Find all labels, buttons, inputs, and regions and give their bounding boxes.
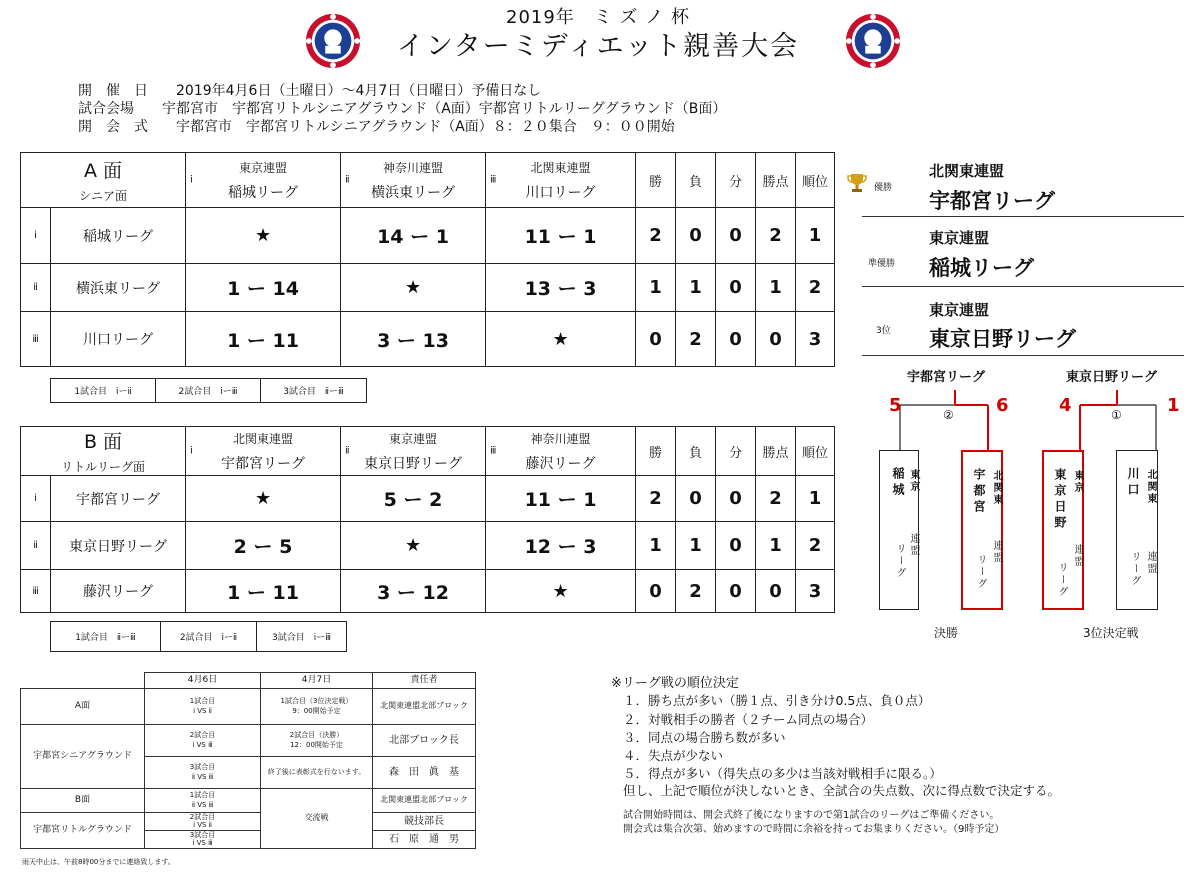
score-cell: 12 ー 3 — [486, 522, 636, 570]
losses: 1 — [676, 522, 716, 570]
table-row — [21, 476, 835, 522]
league-table-b — [20, 426, 835, 613]
face-header: B 面 リトルリーグ面 — [21, 427, 186, 476]
third-label: 3位 — [876, 326, 891, 336]
b-responsible-title: 競技部長 — [373, 813, 476, 831]
row-team: 宇都宮リーグ — [51, 476, 186, 522]
stat-header: 順位 — [796, 427, 835, 476]
a-responsible-org: 北関東連盟北部ブロック — [373, 689, 476, 725]
losses: 0 — [676, 208, 716, 264]
col-header: ⅲ 神奈川連盟 藤沢リーグ — [486, 427, 636, 476]
second-team: 稲城リーグ — [929, 256, 1034, 280]
rank: 1 — [796, 476, 835, 522]
wins: 2 — [636, 208, 676, 264]
points: 2 — [756, 208, 796, 264]
row-team: 稲城リーグ — [51, 208, 186, 264]
row-num: ⅲ — [21, 312, 51, 367]
score-cell: 3 ー 13 — [341, 312, 486, 367]
stat-header: 順位 — [796, 153, 835, 208]
info-ceremony: 開 会 式 宇都宮市 宇都宮リトルシニアグラウンド（A面）８：２０集合 ９：００開始 — [78, 119, 675, 135]
first-union: 北関東連盟 — [929, 162, 1005, 180]
game-order-item: 3試合目 ⅱーⅲ — [261, 379, 367, 403]
league-table-a — [20, 152, 835, 367]
trophy-icon — [847, 172, 867, 194]
stat-header: 分 — [716, 153, 756, 208]
final-score-right: 6 — [996, 395, 1009, 416]
schedule-header: 4月6日 — [145, 673, 261, 689]
stat-header: 負 — [676, 427, 716, 476]
page-title: インターミディエット親善大会 — [396, 31, 800, 62]
draws: 0 — [716, 312, 756, 367]
col-header: ⅰ 東京連盟 稲城リーグ — [186, 153, 341, 208]
table-row — [21, 570, 835, 613]
schedule-header: 4月7日 — [261, 673, 373, 689]
score-cell: 1 ー 14 — [186, 264, 341, 312]
b-day1-game3: 3試合目 ⅰ VS ⅲ — [145, 831, 261, 849]
score-cell: ★ — [186, 208, 341, 264]
score-cell: ★ — [486, 312, 636, 367]
game-order-item: 1試合目 ⅱーⅲ — [51, 622, 161, 652]
face-b-label: B面 — [21, 789, 145, 813]
union-suffix: 連盟 — [908, 533, 919, 557]
draws: 0 — [716, 208, 756, 264]
face-b-ground: 宇都宮リトルグラウンド — [21, 813, 145, 849]
score-cell: 11 ー 1 — [486, 208, 636, 264]
a-day1-game3: 3試合目 ⅱ VS ⅲ — [145, 757, 261, 789]
wins: 1 — [636, 522, 676, 570]
team-name: 稲城 — [891, 467, 905, 499]
bracket-team-tokyohino — [1042, 450, 1084, 610]
score-cell: 14 ー 1 — [341, 208, 486, 264]
title-line1: 2019年 ミ ズ ノ 杯 — [506, 7, 690, 28]
row-num: ⅰ — [21, 476, 51, 522]
rank: 3 — [796, 570, 835, 613]
rules-heading: ※リーグ戦の順位決定 — [611, 676, 739, 691]
league-emblem-icon — [844, 12, 902, 70]
union-suffix: 連盟 — [991, 540, 1002, 564]
table-row — [21, 208, 835, 264]
rule-item: ５．得点が多い（得失点の多少は当該対戦相手に限る。） — [623, 766, 942, 781]
losses: 2 — [676, 570, 716, 613]
score-cell: 1 ー 11 — [186, 312, 341, 367]
b-responsible-person: 石 原 通 男 — [373, 831, 476, 849]
union-suffix: 連盟 — [1072, 544, 1083, 568]
b-day1-game2: 2試合目 ⅰ VS ⅱ — [145, 813, 261, 831]
union-name: 北関東 — [991, 470, 1002, 506]
third-score-right: 1 — [1167, 395, 1180, 416]
rank: 2 — [796, 522, 835, 570]
schedule-table — [20, 672, 476, 849]
union-suffix: 連盟 — [1145, 551, 1156, 575]
a-day2-ceremony: 終了後に表彰式を行ないます。 — [261, 757, 373, 789]
table-row — [21, 264, 835, 312]
first-team: 宇都宮リーグ — [929, 189, 1055, 213]
stat-header: 分 — [716, 427, 756, 476]
col-header: ⅱ 神奈川連盟 横浜東リーグ — [341, 153, 486, 208]
wins: 2 — [636, 476, 676, 522]
game-order-item: 2試合目 ⅰーⅲ — [156, 379, 261, 403]
b-day1-game1: 1試合目 ⅱ VS ⅲ — [145, 789, 261, 813]
rule-item: ２．対戦相手の勝者（２チーム同点の場合） — [623, 712, 874, 727]
row-team: 藤沢リーグ — [51, 570, 186, 613]
score-cell: ★ — [486, 570, 636, 613]
points: 1 — [756, 522, 796, 570]
final-winner: 宇都宮リーグ — [907, 370, 986, 385]
game-order-a — [50, 378, 367, 403]
team-suffix: リーグ — [975, 554, 986, 590]
note-small: 開会式は集合次第、始めますので時間に余裕を持ってお集まりください。（9時予定） — [623, 824, 1005, 835]
points: 0 — [756, 312, 796, 367]
third-union: 東京連盟 — [929, 301, 990, 319]
table-row — [21, 312, 835, 367]
final-label: 決勝 — [934, 626, 959, 640]
b-responsible-org: 北関東連盟北部ブロック — [373, 789, 476, 813]
team-suffix: リーグ — [1056, 562, 1067, 598]
third-team: 東京日野リーグ — [929, 327, 1076, 351]
score-cell: 3 ー 12 — [341, 570, 486, 613]
a-responsible-title: 北部ブロック長 — [373, 725, 476, 757]
rule-item: ４．失点が少ない — [623, 748, 724, 763]
points: 2 — [756, 476, 796, 522]
score-cell: 5 ー 2 — [341, 476, 486, 522]
team-name: 川口 — [1126, 467, 1140, 499]
score-cell: 11 ー 1 — [486, 476, 636, 522]
row-num: ⅲ — [21, 570, 51, 613]
third-place-label: 3位決定戦 — [1083, 626, 1139, 640]
rain-footnote: 雨天中止は、午前8時00分までに連絡致します。 — [22, 858, 175, 866]
score-cell: 1 ー 11 — [186, 570, 341, 613]
note-small: 試合開始時間は、開会式終了後になりますので第1試合のリーグはご準備ください。 — [623, 810, 1000, 821]
game-order-item: 3試合目 ⅰーⅲ — [257, 622, 347, 652]
rule-item: １．勝ち点が多い（勝１点、引き分け0.5点、負０点） — [623, 693, 931, 708]
losses: 2 — [676, 312, 716, 367]
row-team: 川口リーグ — [51, 312, 186, 367]
third-game-number: ① — [1111, 408, 1122, 422]
bracket-team-utsunomiya — [961, 450, 1003, 610]
rank: 1 — [796, 208, 835, 264]
union-name: 北関東 — [1145, 469, 1156, 505]
rank: 2 — [796, 264, 835, 312]
draws: 0 — [716, 476, 756, 522]
losses: 0 — [676, 476, 716, 522]
stat-header: 勝 — [636, 427, 676, 476]
wins: 0 — [636, 312, 676, 367]
wins: 1 — [636, 264, 676, 312]
losses: 1 — [676, 264, 716, 312]
score-cell: ★ — [341, 264, 486, 312]
row-team: 東京日野リーグ — [51, 522, 186, 570]
game-order-b — [50, 621, 347, 652]
score-cell: ★ — [341, 522, 486, 570]
game-order-item: 2試合目 ⅰーⅱ — [161, 622, 257, 652]
team-name: 東京日野 — [1053, 468, 1067, 532]
union-name: 東京 — [908, 469, 919, 493]
stat-header: 勝点 — [756, 427, 796, 476]
rank: 3 — [796, 312, 835, 367]
face-header: A 面 シニア面 — [21, 153, 186, 208]
team-name: 宇都宮 — [972, 468, 986, 516]
union-name: 東京 — [1072, 470, 1083, 494]
face-a-label: A面 — [21, 689, 145, 725]
final-game-number: ② — [943, 408, 954, 422]
a-day2-game2: 2試合目（決勝） 12：00開始予定 — [261, 725, 373, 757]
col-header: ⅱ 東京連盟 東京日野リーグ — [341, 427, 486, 476]
col-header: ⅲ 北関東連盟 川口リーグ — [486, 153, 636, 208]
b-day2-exchange: 交流戦 — [261, 789, 373, 849]
points: 0 — [756, 570, 796, 613]
third-winner: 東京日野リーグ — [1066, 370, 1158, 385]
rule-item: ３．同点の場合勝ち数が多い — [623, 730, 786, 745]
a-day1-game2: 2試合目 ⅰ VS ⅲ — [145, 725, 261, 757]
second-union: 東京連盟 — [929, 229, 990, 247]
a-responsible-person: 森 田 眞 基 — [373, 757, 476, 789]
first-label: 優勝 — [874, 183, 893, 193]
divider — [862, 286, 1184, 287]
team-suffix: リーグ — [1129, 551, 1140, 587]
divider — [862, 216, 1184, 217]
bracket-team-inagi — [879, 450, 919, 610]
stat-header: 勝点 — [756, 153, 796, 208]
row-num: ⅱ — [21, 264, 51, 312]
row-team: 横浜東リーグ — [51, 264, 186, 312]
bracket-team-kawaguchi — [1116, 450, 1158, 610]
final-score-left: 5 — [889, 395, 902, 416]
draws: 0 — [716, 264, 756, 312]
a-day2-game1: 1試合目（3位決定戦） 9：00開始予定 — [261, 689, 373, 725]
league-emblem-icon — [304, 12, 362, 70]
rule-item: 但し、上記で順位が決しないとき、全試合の失点数、次に得点数で決定する。 — [623, 783, 1061, 798]
schedule-header: 責任者 — [373, 673, 476, 689]
score-cell: 13 ー 3 — [486, 264, 636, 312]
stat-header: 負 — [676, 153, 716, 208]
score-cell: 2 ー 5 — [186, 522, 341, 570]
row-num: ⅰ — [21, 208, 51, 264]
game-order-item: 1試合目 ⅰーⅱ — [51, 379, 156, 403]
bracket-lines — [860, 385, 1190, 455]
table-row — [21, 522, 835, 570]
draws: 0 — [716, 570, 756, 613]
points: 1 — [756, 264, 796, 312]
face-a-ground: 宇都宮シニアグラウンド — [21, 725, 145, 789]
team-suffix: リーグ — [894, 543, 905, 579]
info-date: 開 催 日 2019年4月6日（土曜日）～4月7日（日曜日）予備日なし — [78, 83, 542, 99]
stat-header: 勝 — [636, 153, 676, 208]
third-score-left: 4 — [1059, 395, 1072, 416]
divider — [862, 355, 1184, 356]
col-header: ⅰ 北関東連盟 宇都宮リーグ — [186, 427, 341, 476]
draws: 0 — [716, 522, 756, 570]
wins: 0 — [636, 570, 676, 613]
score-cell: ★ — [186, 476, 341, 522]
info-venue: 試合会場 宇都宮市 宇都宮リトルシニアグラウンド（A面）宇都宮リトルリーググラウンド（B面） — [78, 101, 727, 117]
row-num: ⅱ — [21, 522, 51, 570]
second-label: 準優勝 — [868, 259, 896, 269]
a-day1-game1: 1試合目 ⅰ VS ⅱ — [145, 689, 261, 725]
